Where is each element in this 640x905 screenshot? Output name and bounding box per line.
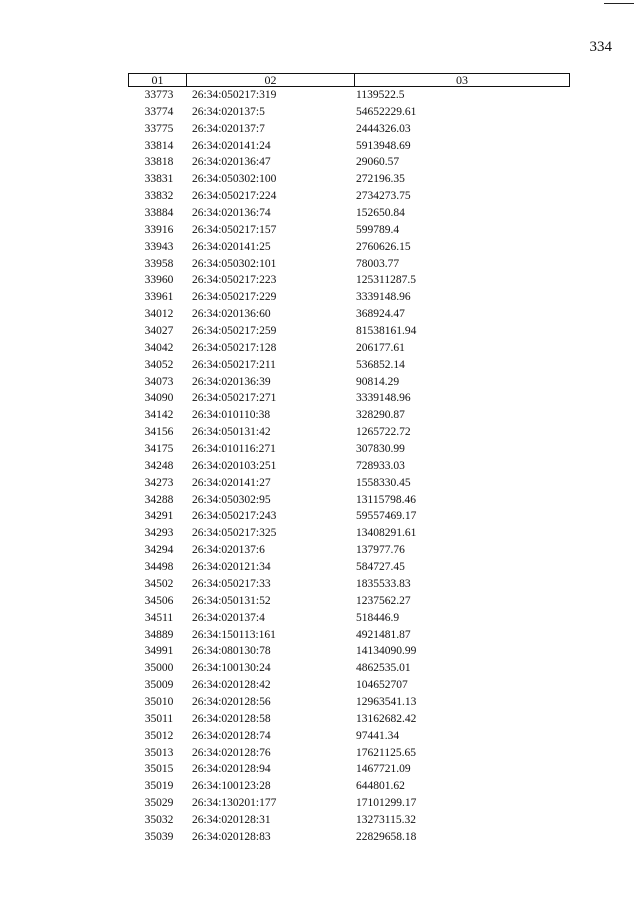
cell-id: 34042 (144, 341, 174, 354)
table-row (128, 154, 570, 171)
cell-id: 34889 (144, 628, 174, 641)
cell-value: 125311287.5 (356, 274, 416, 287)
cell-id: 33960 (144, 274, 174, 287)
cell-cadastral-number: 26:34:020136:60 (192, 308, 271, 321)
table-row (128, 323, 570, 340)
cell-cadastral-number: 26:34:050217:157 (192, 223, 277, 236)
cell-id: 33916 (144, 223, 174, 236)
cell-value: 328290.87 (356, 409, 405, 422)
cell-value: 2444326.03 (356, 122, 411, 135)
cell-cadastral-number: 26:34:020128:74 (192, 729, 271, 742)
cell-id: 33884 (144, 207, 174, 220)
cell-id: 34502 (144, 577, 174, 590)
cell-cadastral-number: 26:34:010116:271 (192, 443, 276, 456)
table-row (128, 525, 570, 542)
table-row (128, 761, 570, 778)
cell-value: 4921481.87 (356, 628, 411, 641)
cell-value: 599789.4 (356, 223, 400, 236)
cell-value: 1265722.72 (356, 426, 411, 439)
cell-id: 34073 (144, 375, 174, 388)
cell-value: 644801.62 (356, 780, 405, 793)
table-row (128, 627, 570, 644)
cell-cadastral-number: 26:34:050217:243 (192, 510, 277, 523)
cell-value: 1237562.27 (356, 594, 411, 607)
table-row (128, 205, 570, 222)
cell-cadastral-number: 26:34:050217:128 (192, 341, 277, 354)
cell-cadastral-number: 26:34:050217:319 (192, 89, 277, 101)
cell-id: 34156 (144, 426, 174, 439)
table-row (128, 694, 570, 711)
cell-cadastral-number: 26:34:150113:161 (192, 628, 276, 641)
cell-cadastral-number: 26:34:020141:25 (192, 240, 271, 253)
table-row (128, 272, 570, 289)
cell-value: 1835533.83 (356, 577, 411, 590)
cell-id: 34991 (144, 645, 174, 658)
cell-id: 33831 (144, 173, 174, 186)
cell-id: 35010 (144, 695, 174, 708)
cell-cadastral-number: 26:34:050217:211 (192, 358, 276, 371)
table-row (128, 239, 570, 256)
cell-cadastral-number: 26:34:080130:78 (192, 645, 271, 658)
cell-cadastral-number: 26:34:020128:56 (192, 695, 271, 708)
cell-value: 1139522.5 (356, 89, 405, 101)
cell-cadastral-number: 26:34:050217:271 (192, 392, 277, 405)
cell-cadastral-number: 26:34:050217:223 (192, 274, 277, 287)
cell-id: 35015 (144, 763, 174, 776)
table-row (128, 745, 570, 762)
table-row (128, 610, 570, 627)
data-table (128, 73, 570, 846)
table-row (128, 559, 570, 576)
cell-value: 59557469.17 (356, 510, 417, 523)
cell-id: 34273 (144, 476, 174, 489)
cell-id: 33832 (144, 190, 174, 203)
cell-id: 34288 (144, 493, 174, 506)
column-header-03: 03 (456, 73, 468, 87)
table-row (128, 475, 570, 492)
cell-id: 35019 (144, 780, 174, 793)
cell-value: 54652229.61 (356, 105, 417, 118)
cell-cadastral-number: 26:34:050217:259 (192, 325, 277, 338)
top-rule (604, 3, 634, 4)
cell-value: 368924.47 (356, 308, 405, 321)
cell-id: 34291 (144, 510, 174, 523)
cell-id: 33814 (144, 139, 174, 152)
cell-id: 33961 (144, 291, 174, 304)
cell-cadastral-number: 26:34:020128:31 (192, 813, 271, 826)
table-row (128, 374, 570, 391)
table-row (128, 829, 570, 846)
cell-value: 17621125.65 (356, 746, 416, 759)
cell-cadastral-number: 26:34:050131:52 (192, 594, 271, 607)
cell-value: 536852.14 (356, 358, 405, 371)
page-number: 334 (589, 39, 612, 55)
cell-id: 35029 (144, 797, 174, 810)
table-row (128, 576, 570, 593)
cell-id: 34294 (144, 544, 174, 557)
cell-value: 2734273.75 (356, 190, 411, 203)
cell-cadastral-number: 26:34:020136:47 (192, 156, 271, 169)
table-row (128, 660, 570, 677)
cell-value: 13273115.32 (356, 813, 416, 826)
cell-id: 35000 (144, 662, 174, 675)
cell-cadastral-number: 26:34:010110:38 (192, 409, 271, 422)
cell-value: 728933.03 (356, 459, 405, 472)
cell-value: 3339148.96 (356, 392, 411, 405)
table-row (128, 87, 570, 104)
table-header-row (128, 73, 570, 87)
cell-value: 29060.57 (356, 156, 400, 169)
cell-id: 35012 (144, 729, 174, 742)
cell-id: 33958 (144, 257, 174, 270)
cell-value: 4862535.01 (356, 662, 411, 675)
cell-id: 34142 (144, 409, 174, 422)
cell-value: 78003.77 (356, 257, 400, 270)
cell-cadastral-number: 26:34:020141:27 (192, 476, 271, 489)
cell-cadastral-number: 26:34:020128:42 (192, 679, 271, 692)
table-row (128, 542, 570, 559)
cell-cadastral-number: 26:34:050217:325 (192, 527, 277, 540)
cell-cadastral-number: 26:34:050217:224 (192, 190, 277, 203)
cell-cadastral-number: 26:34:050302:95 (192, 493, 271, 506)
cell-cadastral-number: 26:34:020137:4 (192, 611, 265, 624)
table-row (128, 171, 570, 188)
cell-value: 518446.9 (356, 611, 400, 624)
cell-value: 206177.61 (356, 341, 405, 354)
cell-cadastral-number: 26:34:050131:42 (192, 426, 271, 439)
table-row (128, 458, 570, 475)
table-row (128, 492, 570, 509)
column-header-02: 02 (187, 74, 355, 86)
cell-cadastral-number: 26:34:050302:101 (192, 257, 277, 270)
table-row (128, 795, 570, 812)
cell-value: 81538161.94 (356, 325, 417, 338)
cell-cadastral-number: 26:34:020137:7 (192, 122, 265, 135)
cell-cadastral-number: 26:34:130201:177 (192, 797, 277, 810)
cell-value: 17101299.17 (356, 797, 417, 810)
cell-value: 272196.35 (356, 173, 405, 186)
cell-cadastral-number: 26:34:020128:94 (192, 763, 271, 776)
cell-cadastral-number: 26:34:020121:34 (192, 561, 271, 574)
cell-cadastral-number: 26:34:020141:24 (192, 139, 271, 152)
cell-id: 35011 (144, 712, 174, 725)
cell-id: 34052 (144, 358, 174, 371)
cell-value: 307830.99 (356, 443, 405, 456)
cell-cadastral-number: 26:34:020136:39 (192, 375, 271, 388)
table-row (128, 104, 570, 121)
cell-id: 34027 (144, 325, 174, 338)
cell-value: 137977.76 (356, 544, 405, 557)
cell-cadastral-number: 26:34:050217:229 (192, 291, 277, 304)
table-row (128, 222, 570, 239)
cell-value: 97441.34 (356, 729, 400, 742)
cell-cadastral-number: 26:34:020137:5 (192, 105, 265, 118)
table-row (128, 357, 570, 374)
table-row (128, 711, 570, 728)
cell-id: 33943 (144, 240, 174, 253)
cell-cadastral-number: 26:34:050217:33 (192, 577, 271, 590)
cell-value: 13408291.61 (356, 527, 417, 540)
cell-value: 1558330.45 (356, 476, 411, 489)
cell-value: 22829658.18 (356, 830, 417, 843)
cell-cadastral-number: 26:34:100123:28 (192, 780, 271, 793)
cell-id: 33818 (144, 156, 174, 169)
cell-value: 1467721.09 (356, 763, 411, 776)
cell-id: 34498 (144, 561, 174, 574)
cell-cadastral-number: 26:34:020128:83 (192, 830, 271, 843)
cell-value: 584727.45 (356, 561, 405, 574)
table-row (128, 424, 570, 441)
table-row (128, 407, 570, 424)
table-row (128, 728, 570, 745)
cell-id: 34506 (144, 594, 174, 607)
table-row (128, 441, 570, 458)
cell-id: 34175 (144, 443, 174, 456)
cell-id: 35032 (144, 813, 174, 826)
cell-cadastral-number: 26:34:020128:76 (192, 746, 271, 759)
table-row (128, 289, 570, 306)
table-row (128, 306, 570, 323)
cell-value: 13115798.46 (356, 493, 416, 506)
cell-cadastral-number: 26:34:020128:58 (192, 712, 271, 725)
cell-value: 13162682.42 (356, 712, 417, 725)
cell-cadastral-number: 26:34:020103:251 (192, 459, 277, 472)
cell-cadastral-number: 26:34:020136:74 (192, 207, 271, 220)
table-row (128, 390, 570, 407)
cell-value: 12963541.13 (356, 695, 417, 708)
table-row (128, 593, 570, 610)
table-body (128, 87, 570, 846)
cell-value: 152650.84 (356, 207, 405, 220)
table-row (128, 256, 570, 273)
cell-value: 14134090.99 (356, 645, 417, 658)
cell-value: 3339148.96 (356, 291, 411, 304)
cell-id: 35009 (144, 679, 174, 692)
cell-cadastral-number: 26:34:020137:6 (192, 544, 265, 557)
cell-value: 90814.29 (356, 375, 400, 388)
cell-value: 5913948.69 (356, 139, 411, 152)
table-row (128, 643, 570, 660)
cell-id: 33775 (144, 122, 174, 135)
table-row (128, 812, 570, 829)
table-row (128, 121, 570, 138)
table-row (128, 340, 570, 357)
column-header-01: 01 (129, 74, 187, 86)
cell-id: 35013 (144, 746, 174, 759)
cell-value: 104652707 (356, 679, 408, 692)
cell-id: 35039 (144, 830, 174, 843)
cell-id: 34012 (144, 308, 174, 321)
cell-value: 2760626.15 (356, 240, 411, 253)
cell-id: 33774 (144, 105, 174, 118)
table-row (128, 677, 570, 694)
table-row (128, 138, 570, 155)
cell-id: 33773 (144, 89, 174, 101)
cell-cadastral-number: 26:34:100130:24 (192, 662, 271, 675)
table-row (128, 778, 570, 795)
cell-id: 34293 (144, 527, 174, 540)
table-row (128, 508, 570, 525)
cell-id: 34511 (144, 611, 174, 624)
table-row (128, 188, 570, 205)
cell-id: 34090 (144, 392, 174, 405)
cell-cadastral-number: 26:34:050302:100 (192, 173, 277, 186)
cell-id: 34248 (144, 459, 174, 472)
